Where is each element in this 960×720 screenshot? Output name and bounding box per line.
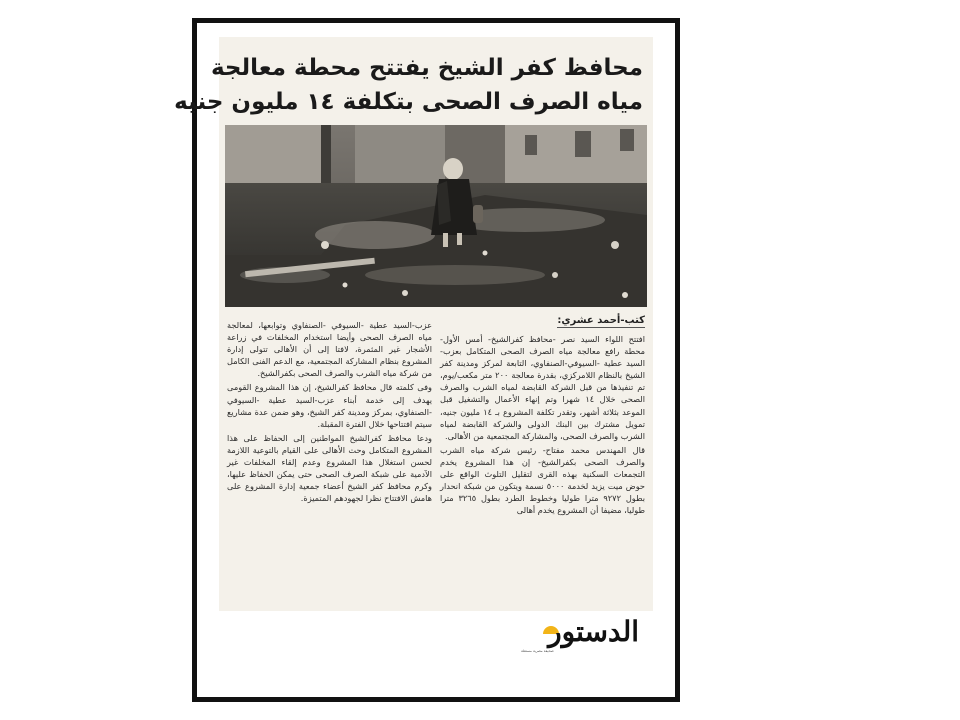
newspaper-clipping [174, 37, 653, 611]
article-photo [225, 125, 647, 307]
paragraph: افتتح اللواء السيد نصر -محافظ كفرالشيخ- أمس الأول- محطة رافع معالجة مياه الصرف الصحى المتكامل بعزب-السيد عطية -السيوفي-الصنفاوي، التابعة لمركز ومدينة كفر الشيخ بالنظام اللامركزي، بقدرة معالجة ٢٠٠ متر مكعب/يوم، تم تنفيذها من قبل الشركة القابضة لمياه الشرب والصرف الصحى خلال ١٤ شهرا وتم إنهاء الأعمال والتشغيل قبل الموعد بثلاثة أشهر، وتقدر تكلفة المشروع بـ ١٤ مليون جنيه، تمويل مشترك بين البنك الدولى والشركة القابضة لمياه الشرب والصرف الصحى، والمشاركة المجتمعية من الأهالى. [440, 334, 646, 441]
paragraph: قال المهندس محمد مفتاح- رئيس شركة مياه الشرب والصرف الصحى بكفرالشيخ- إن هذا المشروع يخدم التجمعات السكنية بهذه القرى لتقليل التلوث الواقع على حوض ميت يزيد لخدمة ٥٠٠٠ نسمة ويتكون من شبكة انحدار بطول ٩٢٧٢ مترا طوليا وخطوط الطرد بطول ٣٢٦٥ مترا طوليا، مضيفا أن المشروع يخدم أهالى [440, 444, 645, 516]
paragraph: وفى كلمته قال محافظ كفرالشيخ، إن هذا المشروع القومى يهدف إلى خدمة أبناء عزب-السيد عطية -السيوفي -الصنفاوي، بمركز ومدينة كفر الشيخ، وهو ضمن عدة مشاريع سيتم افتتاحها خلال الفترة المقبلة. [227, 382, 432, 429]
headline-line-1: محافظ كفر الشيخ يفتتح محطة معالجة [210, 55, 643, 81]
flooded-street-photo [225, 125, 647, 307]
logo-wordmark: الدستور [548, 615, 639, 648]
paragraph: ودعا محافظ كفرالشيخ المواطنين إلى الحفاظ على هذا المشروع المتكامل وحث الأهالى على القيام بالتوعية اللازمة لحسن استغلال هذا المشروع وعدم إلقاء المخلفات غير الآدمية على شبكة الصرف الصحى حتى يمكن الحفاظ عليها، وكرم محافظ كفر الشيخ أعضاء جمعية إدارة المشروع على هامش الافتتاح نظرا لجهودهم المتميزة. [227, 432, 432, 504]
newspaper-logo [485, 615, 645, 655]
article-column-left [227, 319, 432, 613]
article-column-right [440, 333, 645, 613]
logo-tagline: صحيفة مصرية مستقلة [521, 649, 554, 653]
article-headline [174, 51, 643, 119]
paragraph: عزب-السيد عطية -السيوفي -الصنفاوي وتوابعها، لمعالجة مياه الصرف الصحى وأيضا استخدام المخلفات في زراعة الأشجار غير المثمرة، لافتا إلى أن الأهالى تتولى إدارة المشروع بنظام المشاركة المجتمعية، مع الدعم الفنى الكامل من شركة مياه الشرب والصرف الصحى بكفرالشيخ. [227, 320, 432, 379]
article-byline: كتب-أحمد عشري: [557, 315, 645, 326]
clipping-frame [174, 18, 680, 702]
headline-line-2: مياه الصرف الصحى بتكلفة ١٤ مليون جنيه [174, 89, 643, 115]
